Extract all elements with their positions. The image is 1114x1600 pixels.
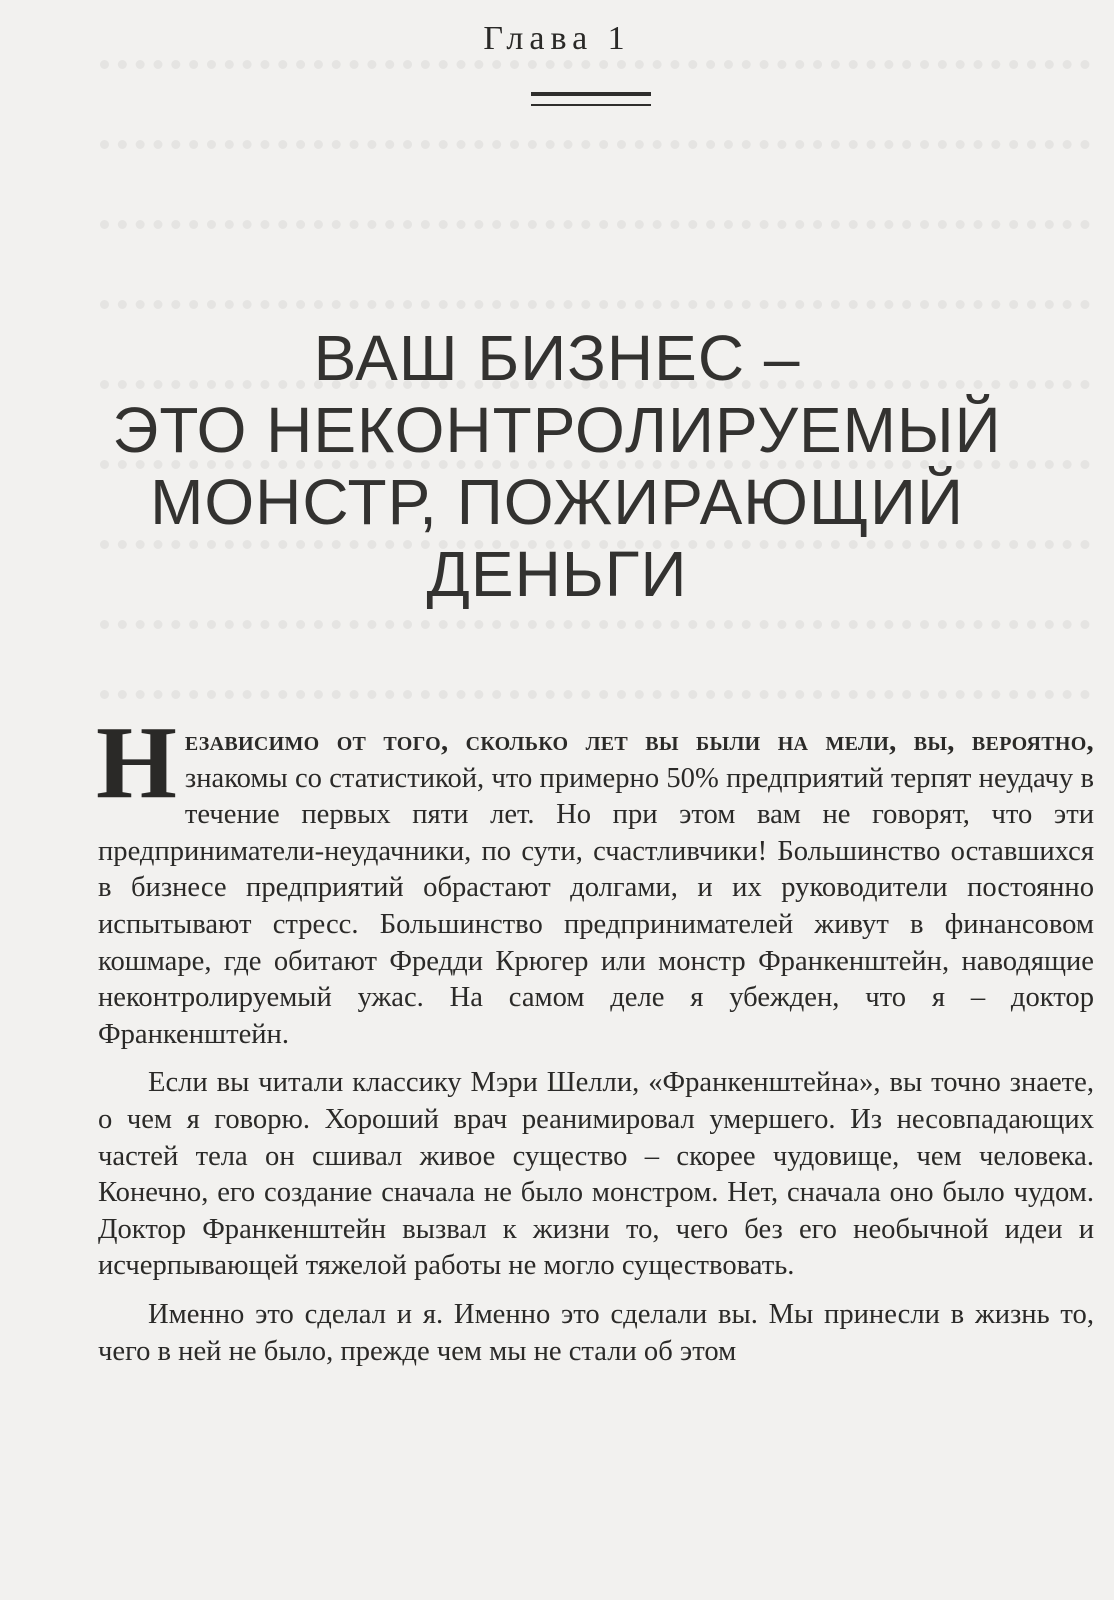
lead-in-small-caps: езависимо от того, сколько лет вы были на мели, вы, вероятно, [184, 726, 1094, 757]
show-through-line [100, 60, 1090, 79]
chapter-rule-thin [531, 104, 651, 106]
chapter-title-line: МОНСТР, ПОЖИРАЮЩИЙ [150, 466, 964, 538]
show-through-line [100, 220, 1090, 239]
drop-cap: Н [96, 705, 177, 820]
body-text [96, 705, 1094, 1370]
show-through-line [100, 300, 1090, 319]
paragraph-1 [96, 705, 1094, 1053]
chapter-title-line: ДЕНЬГИ [426, 538, 688, 610]
chapter-title-line: ВАШ БИЗНЕС – [313, 322, 801, 394]
paragraph-2: Если вы читали классику Мэри Шелли, «Франкенштейна», вы точно знаете, о чем я говорю. Хороший врач реанимировал умершего. Из несовпадающих частей тела он сшивал живое существо – скорее чудовище, чем человека. Конечно, его создание сначала не было монстром. Нет, сначала оно было чудом. Доктор Франкенштейн вызвал к жизни то, чего без его необычной идеи и исчерпывающей тяжелой работы не могло существовать. [98, 1067, 1094, 1282]
chapter-rule-thick [531, 92, 651, 96]
paragraph-3: Именно это сделал и я. Именно это сделали вы. Мы принесли в жизнь то, чего в ней не было, прежде чем мы не стали об этом [98, 1298, 1094, 1367]
show-through-line [100, 620, 1090, 639]
chapter-title-line: ЭТО НЕКОНТРОЛИРУЕМЫЙ [112, 394, 1002, 466]
show-through-line [100, 140, 1090, 159]
show-through-line [100, 690, 1090, 709]
chapter-title [60, 322, 1054, 610]
chapter-label: Глава 1 [483, 20, 631, 57]
paragraph-1-text: знакомы со статистикой, что примерно 50% предприятий терпят неудачу в течение первых пяти лет. Но при этом вам не говорят, что эти предприниматели-неудачники, по сути, счастливчики! Большинство оставшихся в бизнесе предприятий обрастают долгами, и их руководители постоянно испытывают стресс. Большинство предпринимателей живут в финансовом кошмаре, где обитают Фредди Крюгер или монстр Франкенштейн, наводящие неконтролируемый ужас. На самом деле я убежден, что я – доктор Франкенштейн. [98, 762, 1094, 1050]
